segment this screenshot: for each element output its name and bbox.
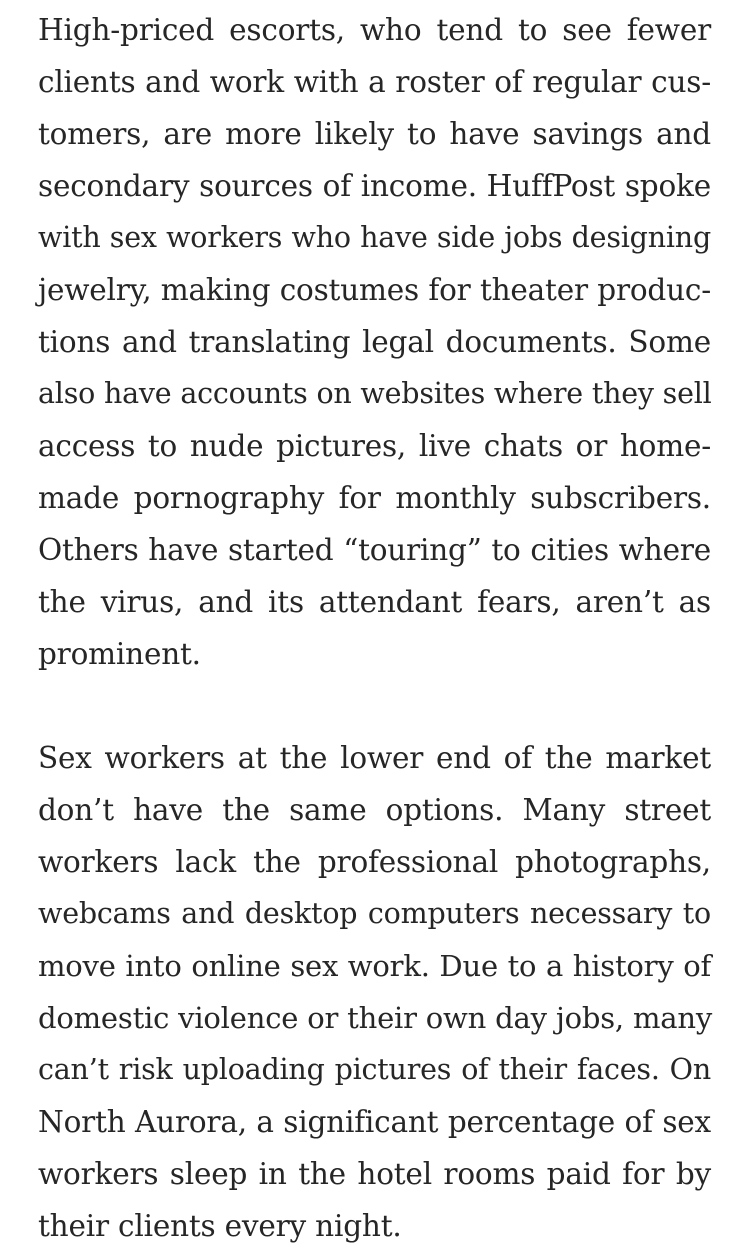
text-line: secondary sources of income. HuffPost spoke (38, 169, 711, 203)
text-line: clients and work with a roster of regular cus- (38, 65, 711, 99)
text-line: made pornography for monthly subscribers. (38, 481, 711, 515)
text-line: High-priced escorts, who tend to see fewer (38, 13, 711, 47)
paragraph-2 (38, 680, 711, 1252)
text-line: webcams and desktop computers necessary to (38, 897, 711, 930)
text-line: prominent. (38, 637, 201, 671)
text-line: North Aurora, a significant percentage of sex (38, 1105, 711, 1139)
text-line: don’t have the same options. Many street (38, 793, 711, 827)
text-line: move into online sex work. Due to a history of (38, 949, 711, 983)
text-line: tomers, are more likely to have savings and (38, 117, 711, 151)
text-line: workers lack the professional photographs, (38, 845, 711, 879)
text-line: workers sleep in the hotel rooms paid for by (38, 1157, 711, 1191)
text-line: access to nude pictures, live chats or home- (38, 429, 711, 463)
text-line: the virus, and its attendant fears, aren’t as (38, 585, 711, 619)
text-line: Sex workers at the lower end of the market (38, 741, 711, 775)
text-line: also have accounts on websites where they sell (38, 377, 712, 410)
text-line: jewelry, making costumes for theater produc- (38, 273, 711, 307)
paragraph-1 (38, 0, 711, 680)
text-line: Others have started “touring” to cities where (38, 533, 711, 567)
text-line: their clients every night. (38, 1209, 402, 1243)
text-line: can’t risk uploading pictures of their faces. On (38, 1053, 711, 1086)
text-line: tions and translating legal documents. Some (38, 325, 711, 359)
text-line: with sex workers who have side jobs designing (38, 221, 711, 254)
text-line: domestic violence or their own day jobs, many (38, 1001, 713, 1035)
